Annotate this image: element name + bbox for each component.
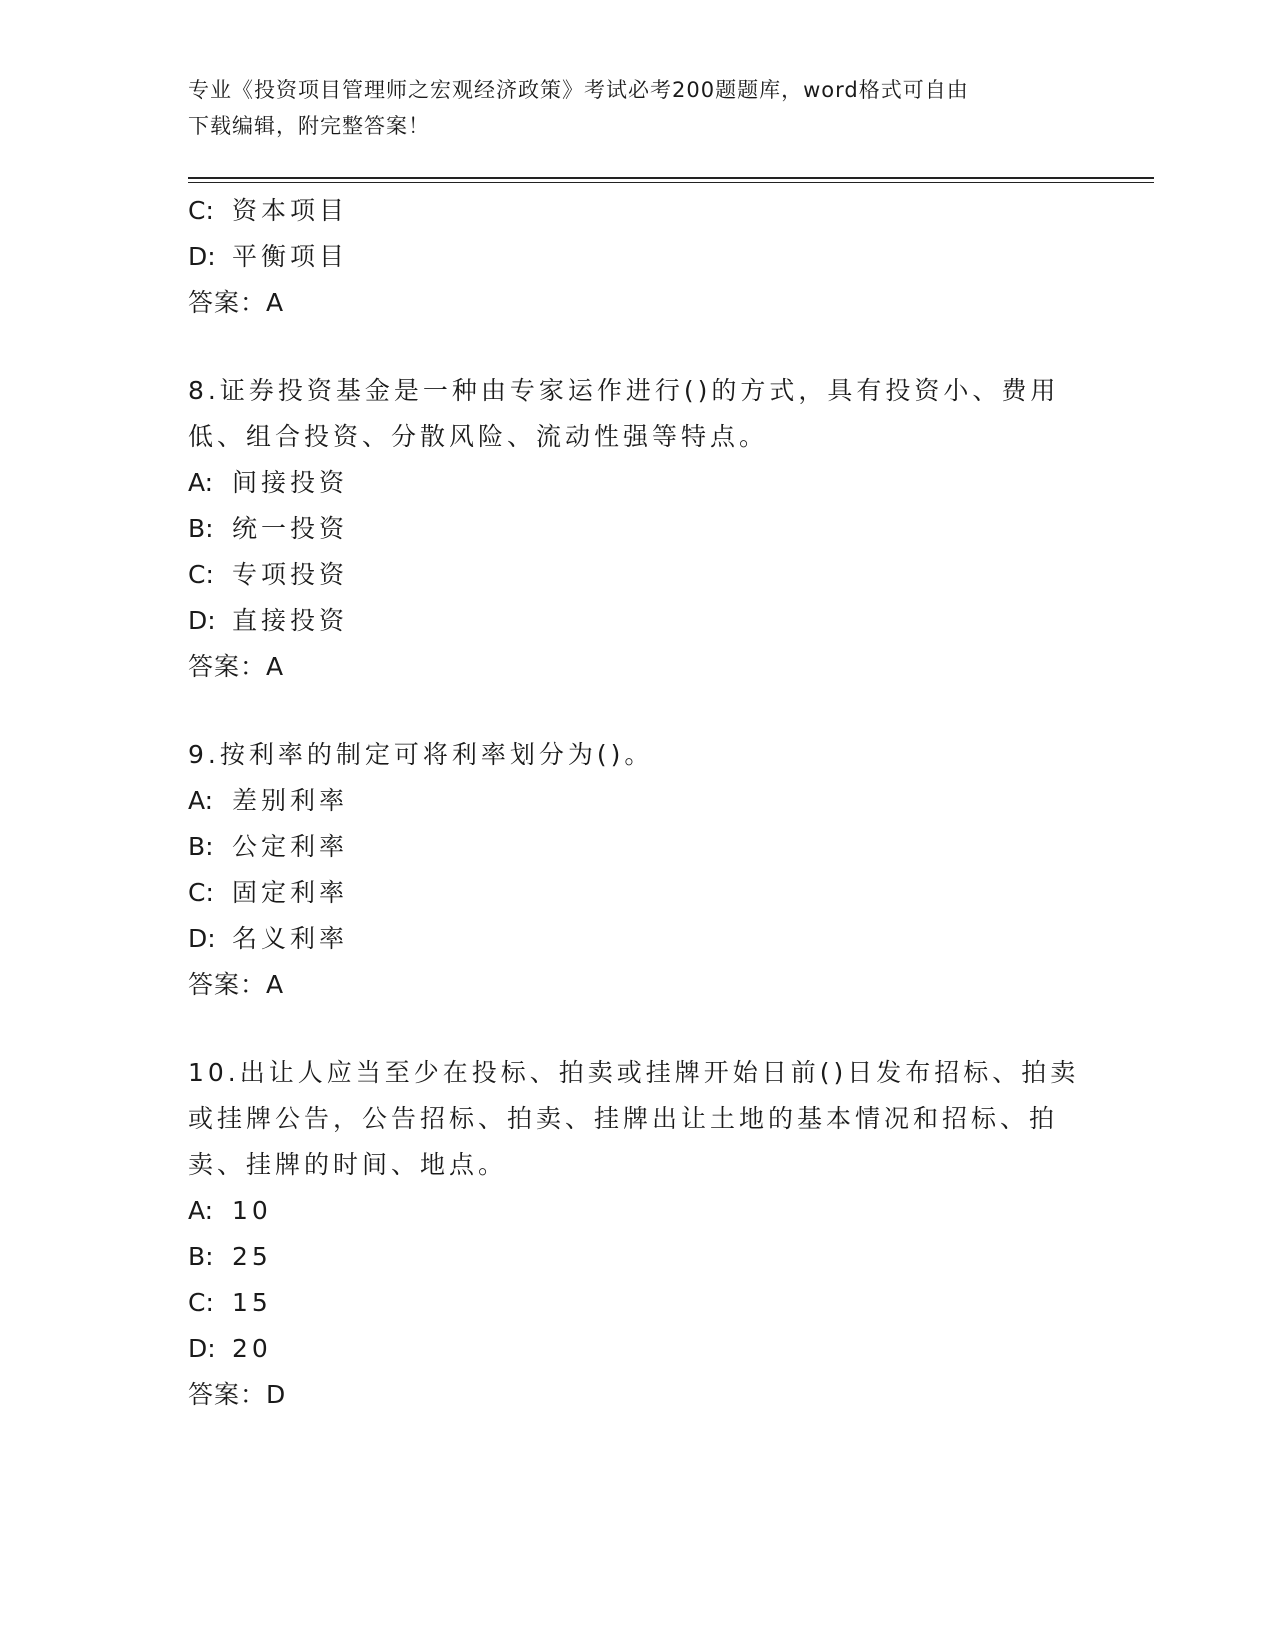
option-letter: D: bbox=[188, 1334, 216, 1363]
option-letter: C: bbox=[188, 878, 214, 907]
option-text: 平衡项目 bbox=[232, 242, 349, 271]
header-rule-thin bbox=[188, 182, 1154, 183]
option-letter: B: bbox=[188, 832, 214, 861]
question-text-line: 或挂牌公告，公告招标、拍卖、挂牌出让土地的基本情况和招标、拍 bbox=[188, 1104, 1059, 1133]
option-d bbox=[188, 1326, 1088, 1372]
question-text-line: 低、组合投资、分散风险、流动性强等特点。 bbox=[188, 422, 769, 451]
option-letter: C: bbox=[188, 560, 214, 589]
question-text-line: 8.证券投资基金是一种由专家运作进行()的方式，具有投资小、费用 bbox=[188, 376, 1060, 405]
option-c bbox=[188, 870, 1088, 916]
option-d bbox=[188, 916, 1088, 962]
option-c bbox=[188, 1280, 1088, 1326]
option-text: 15 bbox=[232, 1288, 272, 1317]
question-text-line: 卖、挂牌的时间、地点。 bbox=[188, 1150, 508, 1179]
option-text: 名义利率 bbox=[232, 924, 349, 953]
option-a bbox=[188, 460, 1088, 506]
option-text: 差别利率 bbox=[232, 786, 349, 815]
option-b bbox=[188, 506, 1088, 552]
question-text-line: 9.按利率的制定可将利率划分为()。 bbox=[188, 740, 654, 769]
option-text: 资本项目 bbox=[232, 196, 349, 225]
option-letter: C: bbox=[188, 196, 214, 225]
option-c bbox=[188, 188, 1088, 234]
option-text: 固定利率 bbox=[232, 878, 349, 907]
option-letter: D: bbox=[188, 606, 216, 635]
option-c bbox=[188, 552, 1088, 598]
option-letter: D: bbox=[188, 242, 216, 271]
answer-line: 答案：D bbox=[188, 1380, 287, 1409]
answer-line: 答案：A bbox=[188, 288, 285, 317]
option-b bbox=[188, 1234, 1088, 1280]
option-letter: A: bbox=[188, 468, 214, 497]
option-d bbox=[188, 234, 1088, 280]
question-10 bbox=[188, 1050, 1088, 1418]
option-b bbox=[188, 824, 1088, 870]
question-9 bbox=[188, 732, 1088, 1008]
previous-question-tail bbox=[188, 188, 1088, 326]
option-letter: B: bbox=[188, 514, 214, 543]
option-letter: A: bbox=[188, 786, 214, 815]
question-8 bbox=[188, 368, 1088, 690]
option-text: 10 bbox=[232, 1196, 272, 1225]
question-content bbox=[188, 188, 1088, 1418]
option-text: 统一投资 bbox=[232, 514, 349, 543]
option-text: 25 bbox=[232, 1242, 272, 1271]
option-text: 20 bbox=[232, 1334, 272, 1363]
option-text: 间接投资 bbox=[232, 468, 349, 497]
option-letter: C: bbox=[188, 1288, 214, 1317]
option-letter: D: bbox=[188, 924, 216, 953]
answer-line: 答案：A bbox=[188, 970, 285, 999]
document-header bbox=[188, 72, 1068, 144]
question-text-line: 10.出让人应当至少在投标、拍卖或挂牌开始日前()日发布招标、拍卖 bbox=[188, 1058, 1080, 1087]
option-letter: B: bbox=[188, 1242, 214, 1271]
header-line-2: 下载编辑，附完整答案！ bbox=[188, 114, 430, 138]
option-a bbox=[188, 778, 1088, 824]
option-text: 专项投资 bbox=[232, 560, 349, 589]
answer-line: 答案：A bbox=[188, 652, 285, 681]
option-letter: A: bbox=[188, 1196, 214, 1225]
header-rule-thick bbox=[188, 177, 1154, 179]
header-line-1: 专业《投资项目管理师之宏观经济政策》考试必考200题题库，word格式可自由 bbox=[188, 78, 969, 102]
option-a bbox=[188, 1188, 1088, 1234]
option-text: 直接投资 bbox=[232, 606, 349, 635]
option-text: 公定利率 bbox=[232, 832, 349, 861]
option-d bbox=[188, 598, 1088, 644]
